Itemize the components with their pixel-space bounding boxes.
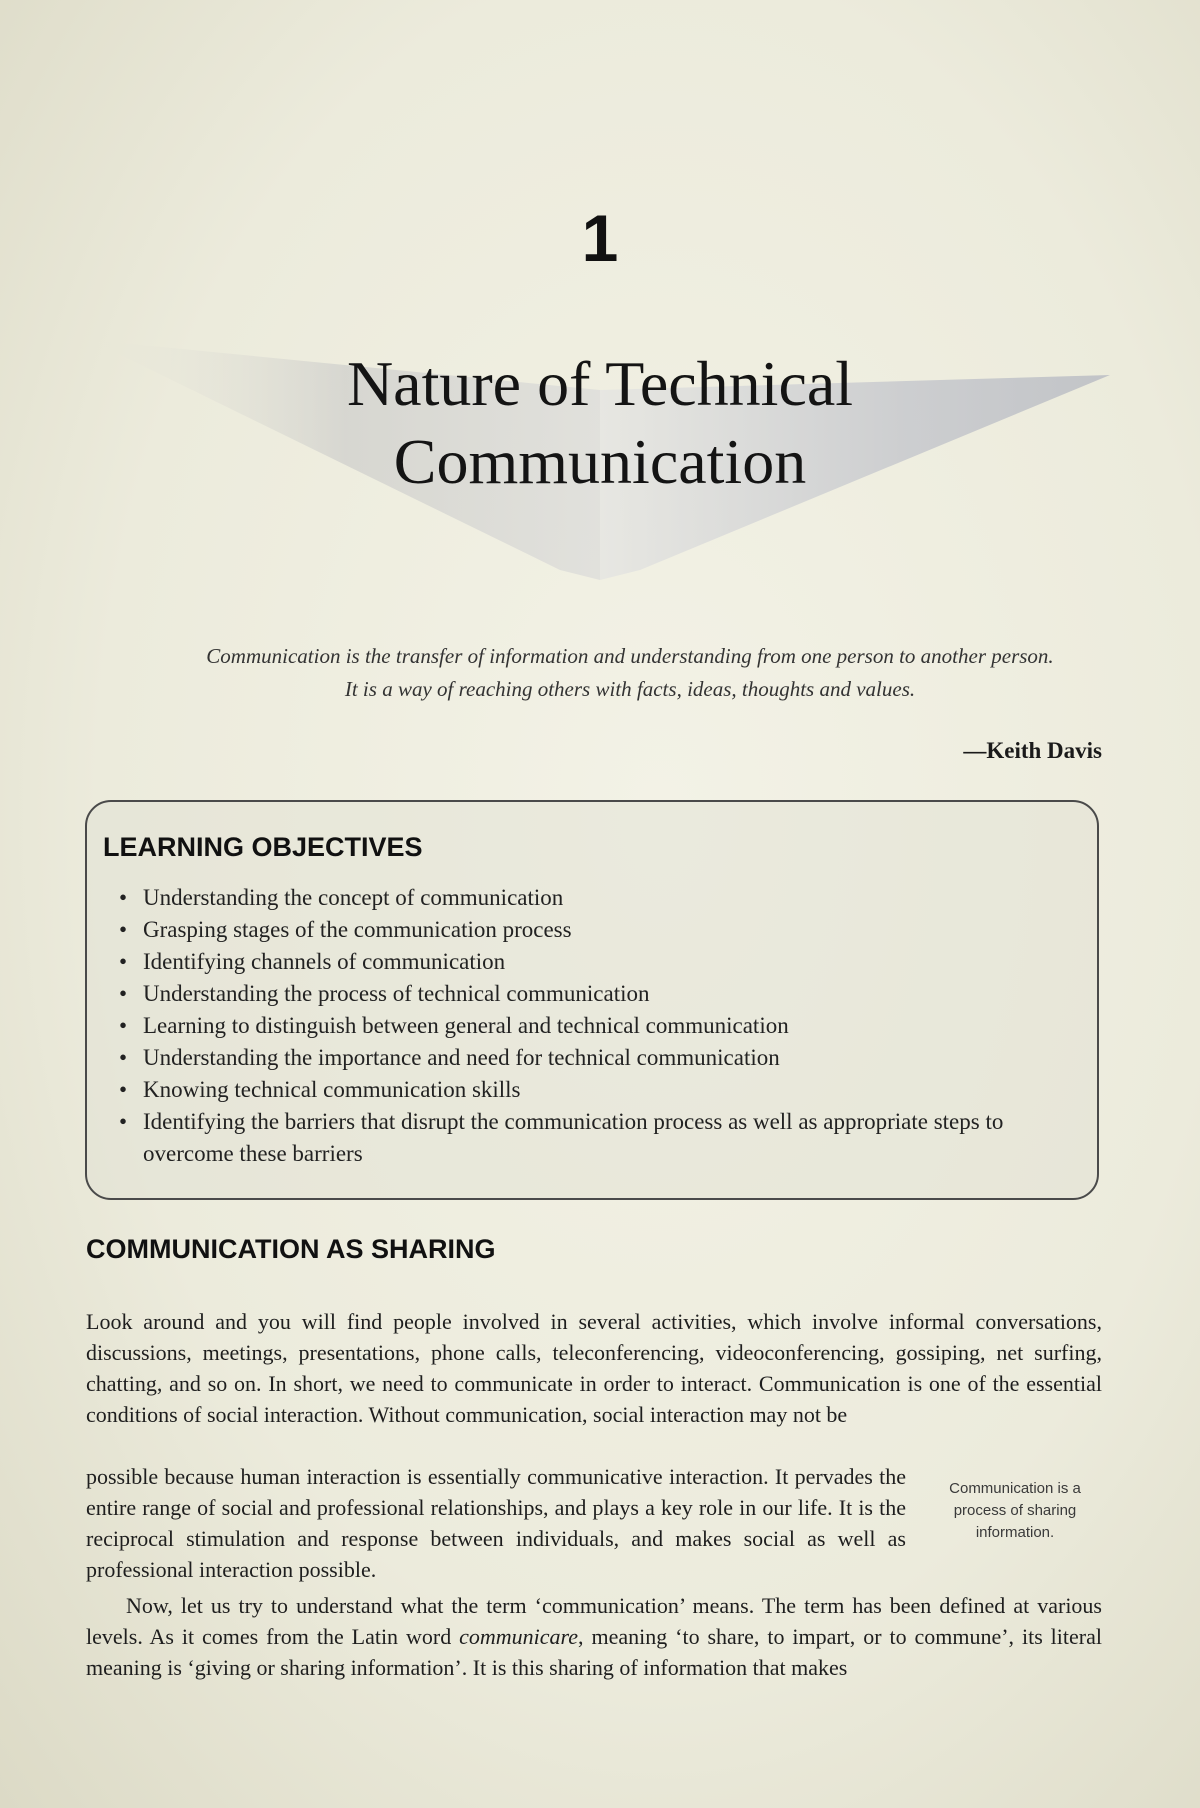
body-paragraph-2 [86, 1590, 1102, 1683]
epigraph-quote [150, 640, 1110, 706]
objective-item: • Understanding the process of technical communication [117, 978, 1077, 1010]
objective-item: • Understanding the importance and need for technical communication [117, 1042, 1077, 1074]
chapter-number: 1 [581, 201, 619, 275]
objective-item: • Grasping stages of the communication process [117, 914, 1077, 946]
chapter-title-line-1: Nature of Technical [346, 348, 854, 419]
objective-item: • Learning to distinguish between general and technical communication [117, 1010, 1077, 1042]
epigraph-line-2: It is a way of reaching others with facts, ideas, thoughts and values. [344, 677, 916, 701]
epigraph-line-1: Communication is the transfer of information and understanding from one person to another person. [206, 644, 1054, 668]
learning-objectives-list [117, 882, 1077, 1170]
chapter-title-line-2: Communication [393, 426, 807, 497]
body-paragraph-1-continued: possible because human interaction is essentially communicative interaction. It pervades the entire range of social and professional relationships, and plays a key role in our life. It is the reciprocal stimulation and response between individuals, and makes social as well as professional interaction possible. [86, 1464, 906, 1582]
para2-text-b: , meaning ‘to share, to impart, or to commune’, its literal meaning is ‘giving or sharing information’. It is this sharing of information that makes [86, 1624, 1102, 1680]
objective-item: • Identifying channels of communication [117, 946, 1077, 978]
para2-text-a: Now, let us try to understand what the term ‘communication’ means. The term has been defined at various levels. As it comes from the Latin word [86, 1593, 1102, 1649]
body-paragraph-1: Look around and you will find people involved in several activities, which involve informal conversations, discussions, meetings, presentations, phone calls, teleconferencing, videoconferencing, gossiping, net surfing, chatting, and so on. In short, we need to communicate in order to interact. Communication is one of the essential conditions of social interaction. Without communication, social interaction may not be [86, 1309, 1102, 1427]
section-heading: COMMUNICATION AS SHARING [86, 1234, 496, 1264]
chapter-title [0, 345, 1200, 501]
epigraph-attribution: —Keith Davis [963, 738, 1102, 763]
learning-objectives-box [85, 800, 1099, 1200]
margin-note: Communication is a process of sharing information. [949, 1480, 1081, 1541]
objective-item: • Understanding the concept of communication [117, 882, 1077, 914]
learning-objectives-heading: LEARNING OBJECTIVES [103, 832, 423, 862]
objective-item: • Knowing technical communication skills [117, 1074, 1077, 1106]
latin-term: communicare [459, 1624, 579, 1649]
objective-item: • Identifying the barriers that disrupt the communication process as well as appropriate steps to overcome these barriers [117, 1106, 1077, 1170]
